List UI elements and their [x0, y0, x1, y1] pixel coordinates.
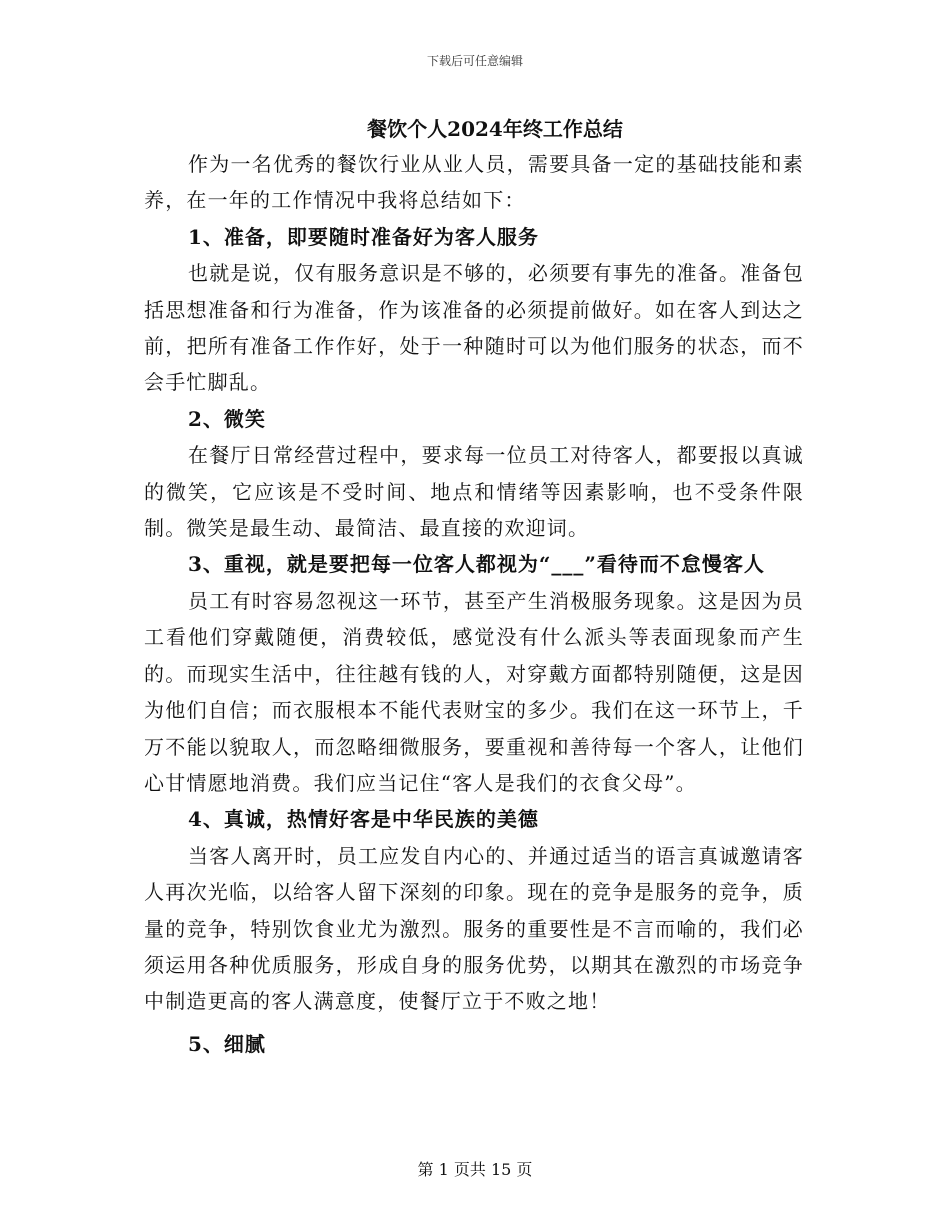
section-heading-3: 3、重视，就是要把每一位客人都视为“___”看待而不怠慢客人 [188, 552, 765, 577]
section-body-3: 员工有时容易忽视这一环节，甚至产生消极服务现象。这是因为员工看他们穿戴随便，消费较低，感觉没有什么派头等表面现象而产生的。而现实生活中，往往越有钱的人，对穿戴方面都特别随便，这是因为他们自信；而衣服根本不能代表财宝的多少。我们在这一环节上，千万不能以貌取人，而忽略细微服务，要重视和善待每一个客人，让他们心甘情愿地消费。我们应当记住“客人是我们的衣食父母”。 [144, 588, 804, 795]
intro-paragraph: 作为一名优秀的餐饮行业从业人员，需要具备一定的基础技能和素养，在一年的工作情况中我将总结如下： [144, 152, 804, 213]
page-footer: 第 1 页共 15 页 [417, 1160, 533, 1179]
section-heading-4: 4、真诚，热情好客是中华民族的美德 [188, 807, 539, 832]
document-body [144, 146, 804, 1062]
section-body-4: 当客人离开时，员工应发自内心的、并通过适当的语言真诚邀请客人再次光临，以给客人留下深刻的印象。现在的竞争是服务的竞争，质量的竞争，特别饮食业尤为激烈。服务的重要性是不言而喻的，我们必须运用各种优质服务，形成自身的服务优势，以期其在激烈的市场竞争中制造更高的客人满意度，使餐厅立于不败之地！ [144, 843, 804, 1014]
header-note: 下载后可任意编辑 [426, 54, 523, 68]
section-heading-2: 2、微笑 [188, 406, 266, 431]
section-heading-1: 1、准备，即要随时准备好为客人服务 [188, 224, 539, 249]
section-body-1: 也就是说，仅有服务意识是不够的，必须要有事先的准备。准备包括思想准备和行为准备，作为该准备的必须提前做好。如在客人到达之前，把所有准备工作作好，处于一种随时可以为他们服务的状态，而不会手忙脚乱。 [144, 261, 804, 395]
section-body-2: 在餐厅日常经营过程中，要求每一位员工对待客人，都要报以真诚的微笑，它应该是不受时间、地点和情绪等因素影响，也不受条件限制。微笑是最生动、最简洁、最直接的欢迎词。 [144, 443, 804, 541]
document-title: 餐饮个人2024年终工作总结 [367, 117, 623, 141]
section-heading-5: 5、细腻 [188, 1031, 266, 1056]
